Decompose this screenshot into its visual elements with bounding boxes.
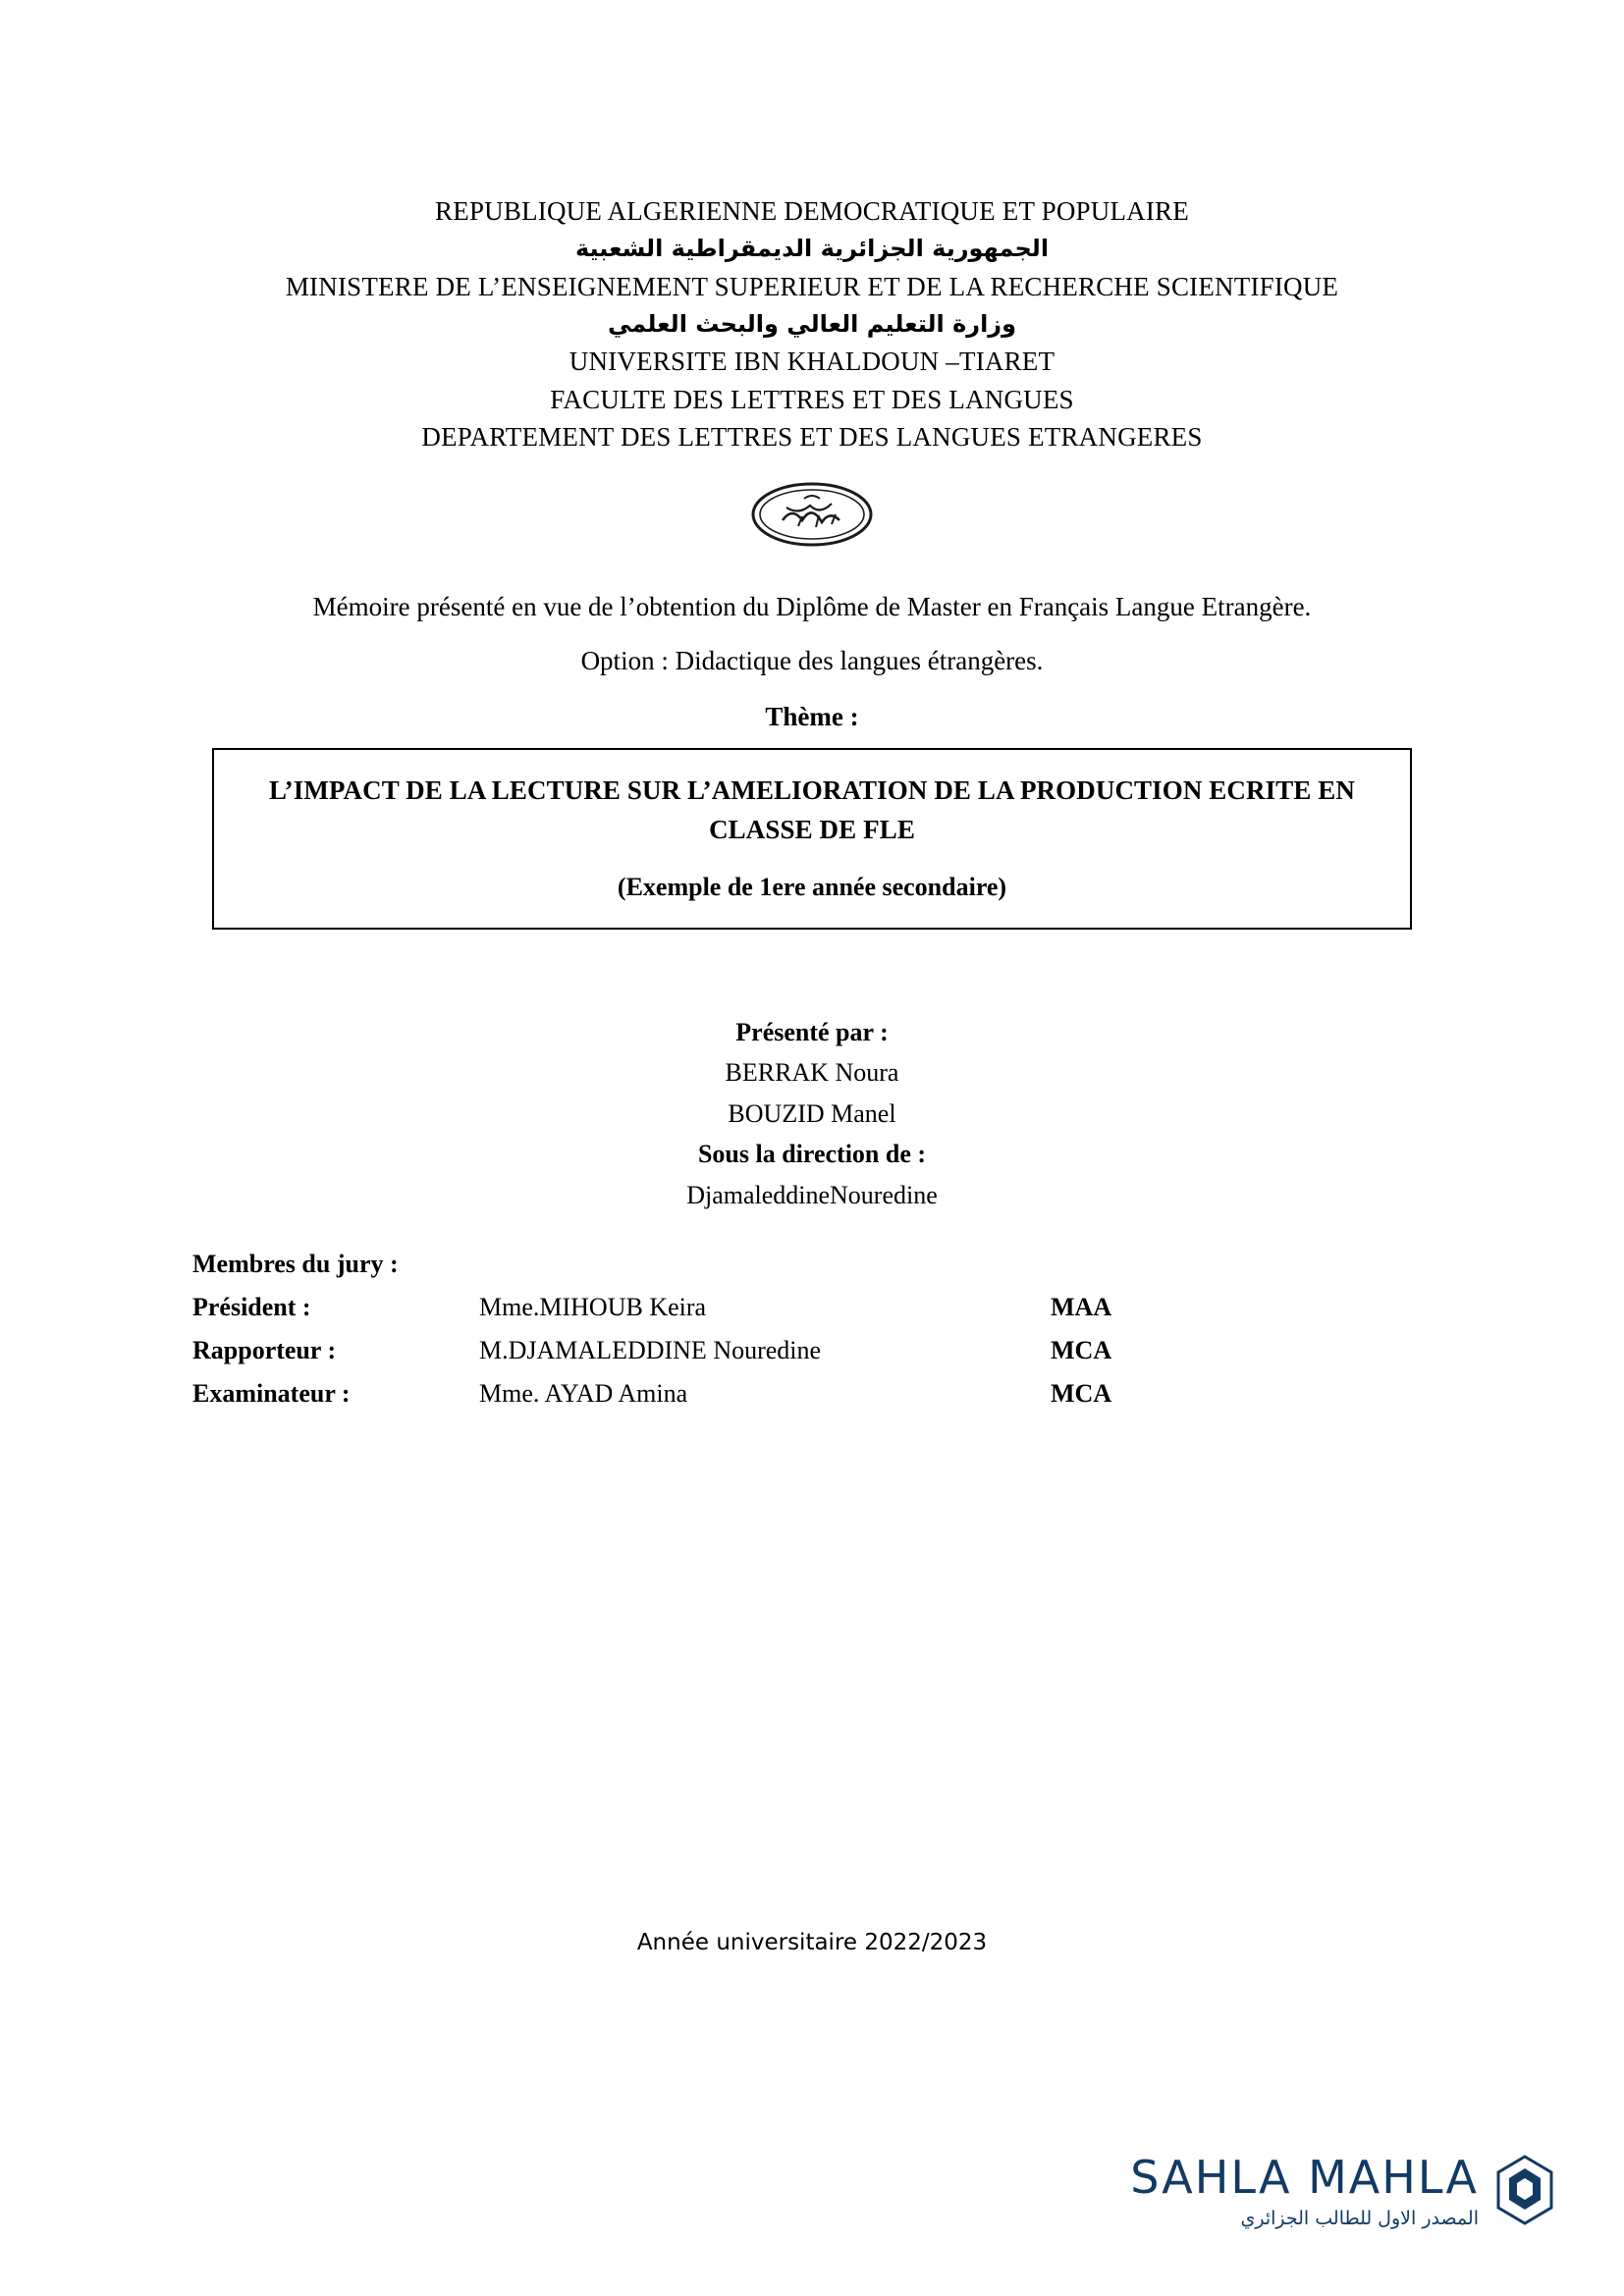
jury-row — [192, 1379, 1624, 1409]
jury-name: M.DJAMALEDDINE Nouredine — [479, 1335, 822, 1364]
header-department: DEPARTEMENT DES LETTRES ET DES LANGUES ETRANGERES — [421, 422, 1203, 453]
degree-statement — [0, 587, 1624, 680]
option-line: Option : Didactique des langues étrangères. — [580, 645, 1044, 675]
thesis-subtitle: (Exemple de 1ere année secondaire) — [617, 872, 1007, 901]
degree-line: Mémoire présenté en vue de l’obtention du Diplôme de Master en Français Langue Etrangère. — [312, 592, 1312, 622]
watermark-text — [1130, 2151, 1479, 2229]
institution-header — [0, 192, 1624, 455]
header-university: UNIVERSITE IBN KHALDOUN –TIARET — [568, 347, 1056, 377]
jury-grade: MCA — [1051, 1378, 1112, 1408]
jury-grade: MCA — [1051, 1335, 1112, 1364]
header-faculty: FACULTE DES LETTRES ET DES LANGUES — [550, 384, 1074, 414]
sahla-mahla-logo-icon — [1494, 2155, 1555, 2225]
supervisor-label: Sous la direction de : — [697, 1140, 927, 1169]
header-ministry-fr: MINISTERE DE L’ENSEIGNEMENT SUPERIEUR ET DE LA RECHERCHE SCIENTIFIQUE — [285, 271, 1339, 301]
university-seal-icon — [714, 475, 910, 554]
jury-role: Président : — [192, 1292, 311, 1321]
thesis-title: L’IMPACT DE LA LECTURE SUR L’AMELIORATION DE LA PRODUCTION ECRITE EN CLASSE DE FLE — [269, 775, 1355, 844]
theme-box — [212, 748, 1412, 929]
jury-name: Mme. AYAD Amina — [479, 1378, 688, 1408]
academic-year: Année universitaire 2022/2023 — [636, 1930, 988, 1955]
jury-name: Mme.MIHOUB Keira — [479, 1292, 707, 1321]
watermark-subtitle: المصدر الاول للطالب الجزائري — [1240, 2208, 1479, 2229]
seal-container — [0, 475, 1624, 560]
jury-grade: MAA — [1051, 1292, 1112, 1321]
watermark-title: SAHLA MAHLA — [1130, 2151, 1479, 2204]
theme-label: Thème : — [765, 702, 859, 732]
header-ministry-ar: وزارة التعليم العالي والبحث العلمي — [607, 310, 1017, 339]
jury-role: Examinateur : — [192, 1378, 351, 1408]
jury-row — [192, 1336, 1624, 1365]
jury-block — [0, 1250, 1624, 1409]
author-name-2: BOUZID Manel — [728, 1098, 896, 1128]
header-republic-ar: الجمهورية الجزائرية الديمقراطية الشعبية — [574, 235, 1050, 263]
authors-block — [0, 1012, 1624, 1216]
jury-row — [192, 1293, 1624, 1322]
author-name-1: BERRAK Noura — [725, 1058, 899, 1088]
watermark — [1130, 2151, 1555, 2229]
header-republic-fr: REPUBLIQUE ALGERIENNE DEMOCRATIQUE ET POPULAIRE — [435, 196, 1189, 226]
presented-by-label: Présenté par : — [735, 1017, 889, 1046]
jury-title: Membres du jury : — [192, 1249, 399, 1278]
supervisor-name: DjamaleddineNouredine — [686, 1181, 938, 1210]
jury-role: Rapporteur : — [192, 1335, 337, 1364]
